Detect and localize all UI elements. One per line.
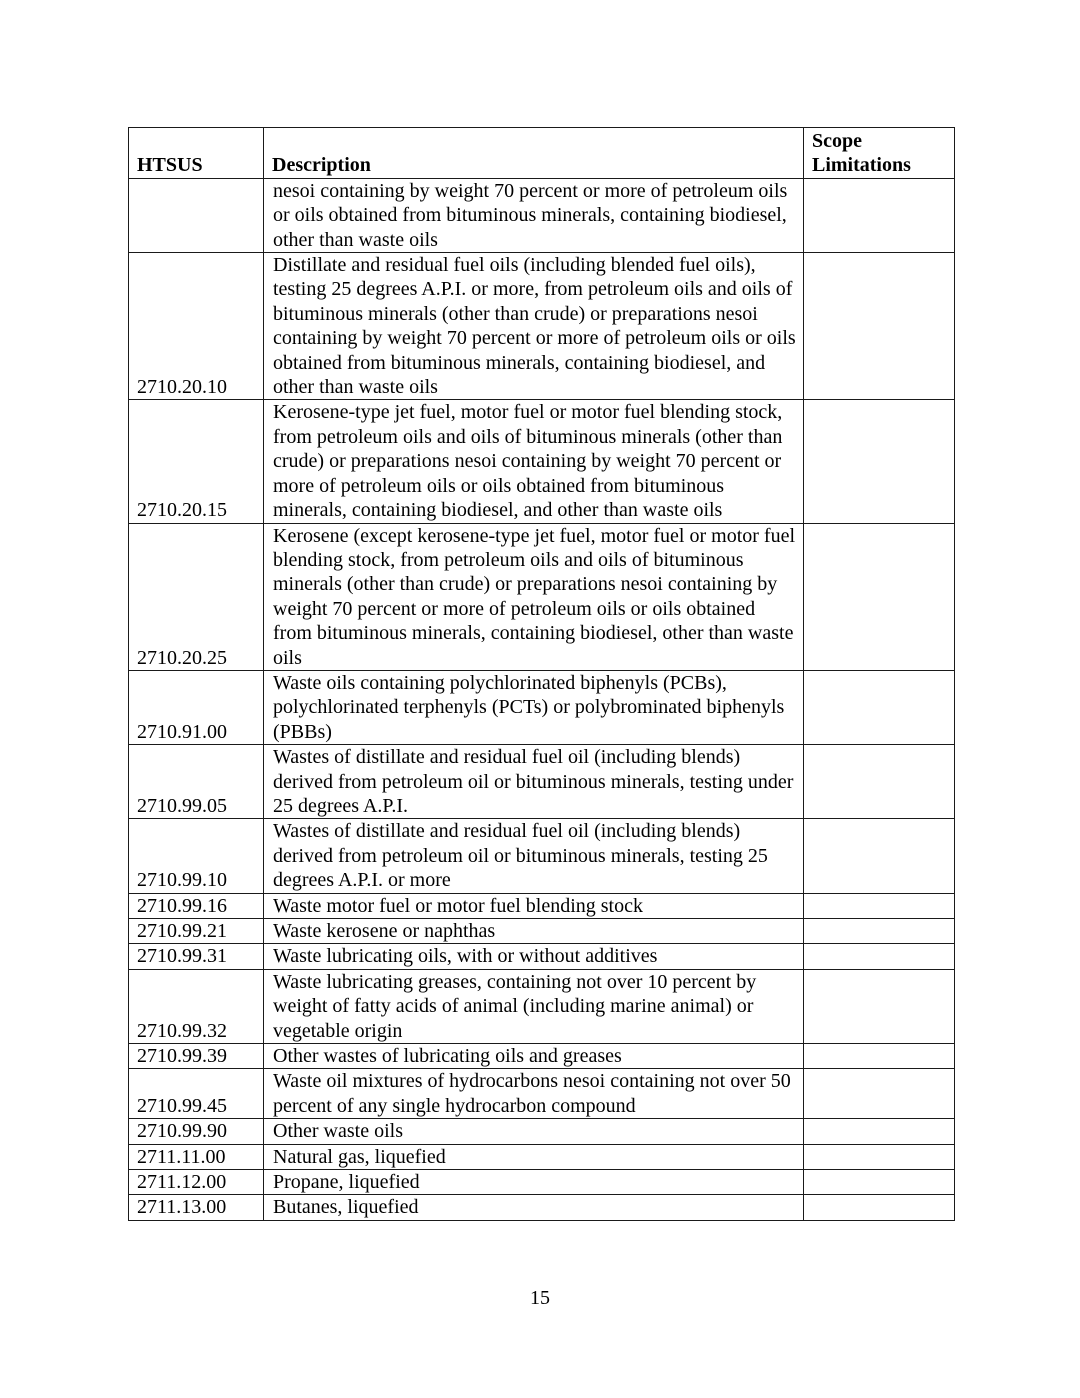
htsus-code: 2710.99.45 <box>129 1069 264 1119</box>
table-row <box>129 819 955 893</box>
htsus-code: 2711.12.00 <box>129 1170 264 1195</box>
page-number: 15 <box>530 1287 550 1309</box>
scope-cell <box>804 400 955 523</box>
table-row <box>129 1170 955 1195</box>
scope-cell <box>804 523 955 670</box>
htsus-code: 2710.99.31 <box>129 944 264 969</box>
table-row <box>129 1119 955 1144</box>
htsus-code: 2711.13.00 <box>129 1195 264 1220</box>
table-row <box>129 400 955 523</box>
tariff-table <box>128 127 955 1221</box>
htsus-code: 2710.99.32 <box>129 969 264 1043</box>
header-scope-line2: Limitations <box>812 154 911 177</box>
scope-cell <box>804 1170 955 1195</box>
header-scope-limitations <box>804 128 955 179</box>
table-row <box>129 745 955 819</box>
table-row <box>129 670 955 744</box>
description-cell: Waste lubricating greases, containing not over 10 percent by weight of fatty acids of animal (including marine animal) or vegetable origin <box>264 969 804 1043</box>
table-row <box>129 253 955 400</box>
scope-cell <box>804 745 955 819</box>
htsus-code: 2710.99.16 <box>129 893 264 918</box>
htsus-code: 2710.99.10 <box>129 819 264 893</box>
header-scope-line1: Scope <box>812 130 862 152</box>
description-cell: Waste oils containing polychlorinated biphenyls (PCBs), polychlorinated terphenyls (PCTs) or polybrominated biphenyls (PBBs) <box>264 670 804 744</box>
description-cell: Distillate and residual fuel oils (including blended fuel oils), testing 25 degrees A.P.I. or more, from petroleum oils and oils of bituminous minerals (other than crude) or preparations nesoi containing by weight 70 percent or more of petroleum oils or oils obtained from bituminous minerals, containing biodiesel, and other than waste oils <box>264 253 804 400</box>
scope-cell <box>804 178 955 252</box>
table-row <box>129 1069 955 1119</box>
description-cell: Waste oil mixtures of hydrocarbons nesoi containing not over 50 percent of any single hydrocarbon compound <box>264 1069 804 1119</box>
scope-cell <box>804 893 955 918</box>
description-cell: Wastes of distillate and residual fuel oil (including blends) derived from petroleum oil or bituminous minerals, testing 25 degrees A.P.I. or more <box>264 819 804 893</box>
description-cell: Other wastes of lubricating oils and greases <box>264 1044 804 1069</box>
scope-cell <box>804 919 955 944</box>
scope-cell <box>804 253 955 400</box>
table-row <box>129 1044 955 1069</box>
description-cell: Waste kerosene or naphthas <box>264 919 804 944</box>
description-cell: Waste lubricating oils, with or without additives <box>264 944 804 969</box>
table-row <box>129 919 955 944</box>
description-cell: Natural gas, liquefied <box>264 1144 804 1169</box>
htsus-code: 2710.99.39 <box>129 1044 264 1069</box>
scope-cell <box>804 1195 955 1220</box>
htsus-code: 2710.99.05 <box>129 745 264 819</box>
htsus-code <box>129 178 264 252</box>
description-cell: Kerosene-type jet fuel, motor fuel or motor fuel blending stock, from petroleum oils and oils of bituminous minerals (other than crude) or preparations nesoi containing by weight 70 percent or more of petroleum oils or oils obtained from bituminous minerals, containing biodiesel, and other than waste oils <box>264 400 804 523</box>
htsus-code: 2710.20.10 <box>129 253 264 400</box>
description-cell: Kerosene (except kerosene-type jet fuel, motor fuel or motor fuel blending stock, from petroleum oils and oils of bituminous minerals (other than crude) or preparations nesoi containing by weight 70 percent or more of petroleum oils or oils obtained from bituminous minerals, containing biodiesel, other than waste oils <box>264 523 804 670</box>
htsus-code: 2710.20.15 <box>129 400 264 523</box>
table-row <box>129 178 955 252</box>
table-row <box>129 523 955 670</box>
scope-cell <box>804 1044 955 1069</box>
scope-cell <box>804 944 955 969</box>
table-row <box>129 893 955 918</box>
header-row <box>129 128 955 179</box>
scope-cell <box>804 969 955 1043</box>
htsus-code: 2710.99.90 <box>129 1119 264 1144</box>
table-row <box>129 969 955 1043</box>
htsus-code: 2710.99.21 <box>129 919 264 944</box>
htsus-code: 2710.91.00 <box>129 670 264 744</box>
description-cell: nesoi containing by weight 70 percent or more of petroleum oils or oils obtained from bituminous minerals, containing biodiesel, other than waste oils <box>264 178 804 252</box>
header-htsus: HTSUS <box>129 128 264 179</box>
scope-cell <box>804 819 955 893</box>
htsus-code: 2710.20.25 <box>129 523 264 670</box>
header-description: Description <box>264 128 804 179</box>
description-cell: Waste motor fuel or motor fuel blending stock <box>264 893 804 918</box>
scope-cell <box>804 1119 955 1144</box>
description-cell: Butanes, liquefied <box>264 1195 804 1220</box>
description-cell: Propane, liquefied <box>264 1170 804 1195</box>
htsus-code: 2711.11.00 <box>129 1144 264 1169</box>
description-cell: Wastes of distillate and residual fuel oil (including blends) derived from petroleum oil or bituminous minerals, testing under 25 degrees A.P.I. <box>264 745 804 819</box>
scope-cell <box>804 1069 955 1119</box>
scope-cell <box>804 670 955 744</box>
table-row <box>129 944 955 969</box>
description-cell: Other waste oils <box>264 1119 804 1144</box>
table-row <box>129 1195 955 1220</box>
table-row <box>129 1144 955 1169</box>
scope-cell <box>804 1144 955 1169</box>
